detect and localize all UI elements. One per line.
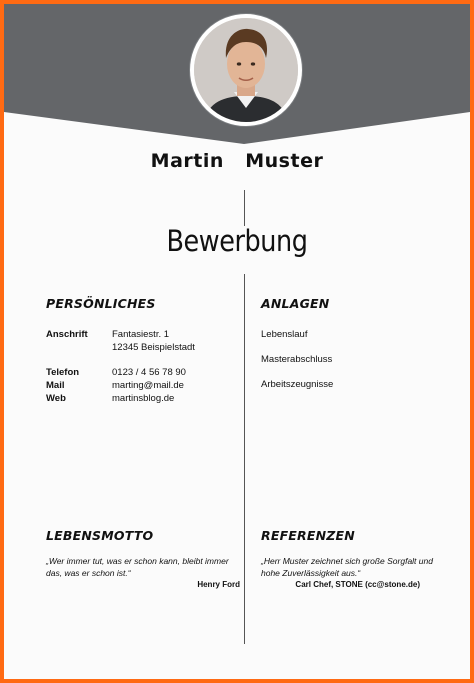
- web-value: martinsblog.de: [112, 393, 175, 404]
- reference-author: Carl Chef, STONE (cc@stone.de): [295, 580, 420, 589]
- attachment-item: Masterabschluss: [261, 354, 333, 365]
- mail-value: marting@mail.de: [112, 380, 184, 391]
- attachments-heading: ANLAGEN: [261, 296, 330, 311]
- phone-value: 0123 / 4 56 78 90: [112, 367, 186, 378]
- motto-heading: LEBENSMOTTO: [46, 528, 154, 543]
- portrait-photo-icon: [194, 18, 298, 122]
- motto-author: Henry Ford: [197, 580, 240, 589]
- personal-heading: PERSÖNLICHES: [46, 296, 156, 311]
- profile-photo: [190, 14, 302, 126]
- motto-quote-line1: „Wer immer tut, was er schon kann, bleibt immer: [46, 556, 229, 566]
- attachment-item: Arbeitszeugnisse: [261, 379, 334, 390]
- attachment-item: Lebenslauf: [261, 329, 308, 340]
- reference-quote-line1: „Herr Muster zeichnet sich große Sorgfalt und: [261, 556, 433, 566]
- document-title: Bewerbung: [166, 224, 308, 258]
- first-name: Martin: [150, 150, 224, 172]
- web-label: Web: [46, 393, 66, 404]
- motto-quote-line2: das, was er schon ist.“: [46, 567, 131, 578]
- address-line2: 12345 Beispielstadt: [112, 342, 195, 353]
- address-label: Anschrift: [46, 329, 88, 340]
- phone-label: Telefon: [46, 367, 80, 378]
- person-name: [4, 150, 470, 172]
- mail-label: Mail: [46, 380, 65, 391]
- motto-quote: [46, 556, 241, 579]
- references-heading: REFERENZEN: [261, 528, 355, 543]
- address-line1: Fantasiestr. 1: [112, 329, 170, 340]
- reference-quote-line2: hohe Zuverlässigkeit aus.“: [261, 567, 361, 578]
- last-name: Muster: [245, 150, 324, 172]
- divider-top: [244, 190, 245, 226]
- reference-quote: [261, 556, 466, 579]
